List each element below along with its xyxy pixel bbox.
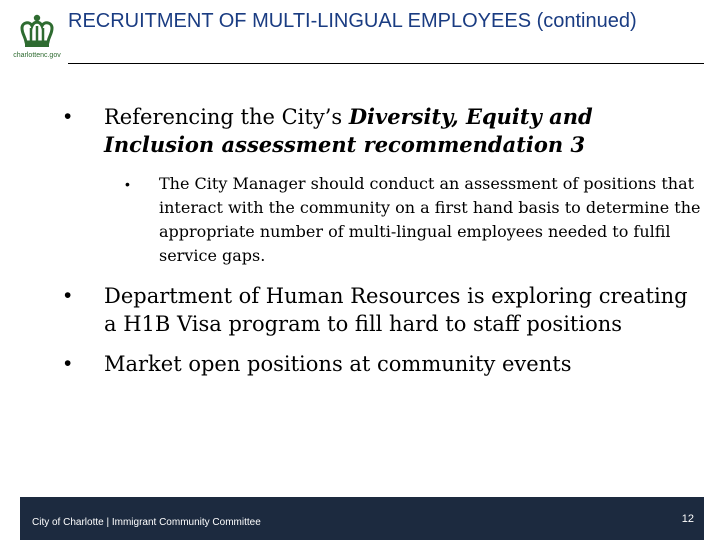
crown-icon xyxy=(18,14,56,50)
bullet-item xyxy=(64,282,704,338)
city-logo xyxy=(8,14,66,64)
sub-bullet-item xyxy=(125,172,704,268)
bullet-text: Department of Human Resources is exploring creating a H1B Visa program to fill hard to staff positions xyxy=(104,284,688,336)
bullet-lead-text: Referencing the City’s xyxy=(104,105,349,129)
footer-label: City of Charlotte | Immigrant Community Committee xyxy=(32,517,261,528)
bullet-item xyxy=(64,103,704,159)
bullet-item xyxy=(64,350,704,378)
sub-bullet-text: The City Manager should conduct an assessment of positions that interact with the community on a first hand basis to determine the appropriate number of multi-lingual employees needed to fulfil service gaps. xyxy=(159,174,701,265)
bullet-emphasis-text: Diversity, Equity and Inclusion assessment recommendation 3 xyxy=(104,104,593,157)
bullet-glyph: • xyxy=(64,352,72,375)
bullet-glyph: • xyxy=(64,284,72,307)
sub-bullet-glyph: • xyxy=(125,176,130,192)
bullet-glyph: • xyxy=(64,105,72,128)
title-divider xyxy=(68,63,704,64)
slide-title: RECRUITMENT OF MULTI-LINGUAL EMPLOYEES (continued) xyxy=(68,10,637,32)
bullet-text: Market open positions at community events xyxy=(104,352,572,376)
footer-bar xyxy=(20,497,704,540)
logo-text: charlottenc.gov xyxy=(13,52,61,59)
page-number: 12 xyxy=(681,513,694,525)
